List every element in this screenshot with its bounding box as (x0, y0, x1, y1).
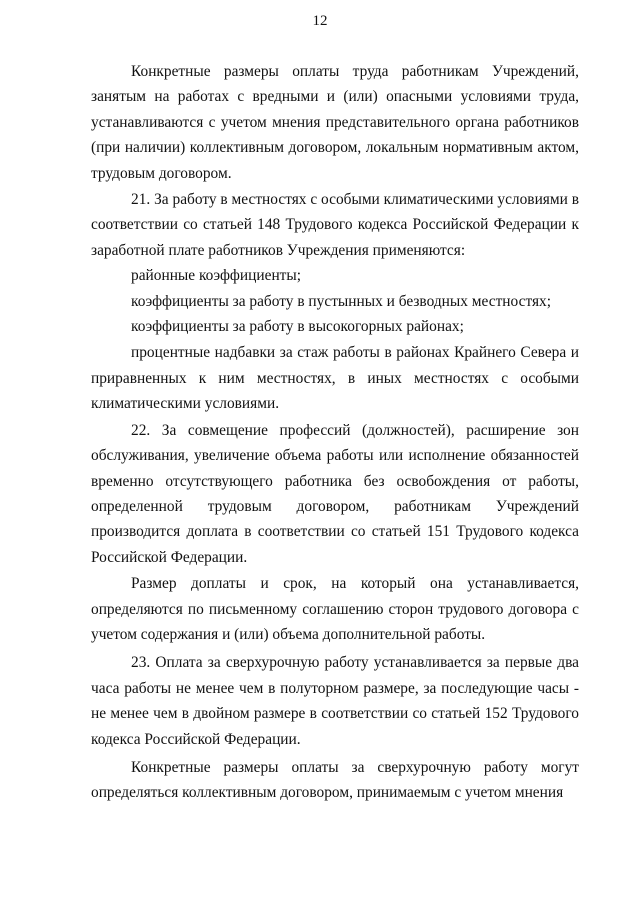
paragraph-item-23: 23. Оплата за сверхурочную работу устанавливается за первые два часа работы не менее чем в полуторном размере, за последующие часы - не менее чем в двойном размере в соответствии со статьей 152 Трудового кодекса Российской Федерации. (91, 654, 579, 748)
paragraph-overtime-amounts: Конкретные размеры оплаты за сверхурочную работу могут определяться коллективным договором, принимаемым с учетом мнения (91, 758, 579, 802)
document-body (91, 59, 579, 806)
list-item-desert-coefficients: коэффициенты за работу в пустынных и безводных местностях; (131, 292, 552, 310)
paragraph-surcharge-amount: Размер доплаты и срок, на который она устанавливается, определяются по письменному соглашению сторон трудового договора с учетом содержания и (или) объема дополнительной работы. (91, 575, 579, 643)
paragraph-wages-harmful-conditions: Конкретные размеры оплаты труда работникам Учреждений, занятым на работах с вредными и (или) опасными условиями труда, устанавливаются с учетом мнения представительного органа работников (при наличии) коллективным договором, локальным нормативным актом, трудовым договором. (91, 63, 579, 182)
list-item-highland-coefficients: коэффициенты за работу в высокогорных районах; (131, 318, 464, 336)
list-item-regional-coefficients: районные коэффициенты; (131, 267, 302, 285)
paragraph-item-21: 21. За работу в местностях с особыми климатическими условиями в соответствии со статьей 148 Трудового кодекса Российской Федерации к заработной плате работников Учреждения применяются: (91, 191, 579, 259)
list-item-northern-allowances: процентные надбавки за стаж работы в районах Крайнего Севера и приравненных к ним местностях, в иных местностях с особыми климатическими условиями. (91, 344, 579, 413)
paragraph-item-22: 22. За совмещение профессий (должностей), расширение зон обслуживания, увеличение объема работы или исполнение обязанностей временно отсутствующего работника без освобождения от работы, определенной трудовым договором, работникам Учреждений производится доплата в соответствии со статьей 151 Трудового кодекса Российской Федерации. (91, 421, 579, 566)
page-number: 12 (312, 13, 328, 29)
